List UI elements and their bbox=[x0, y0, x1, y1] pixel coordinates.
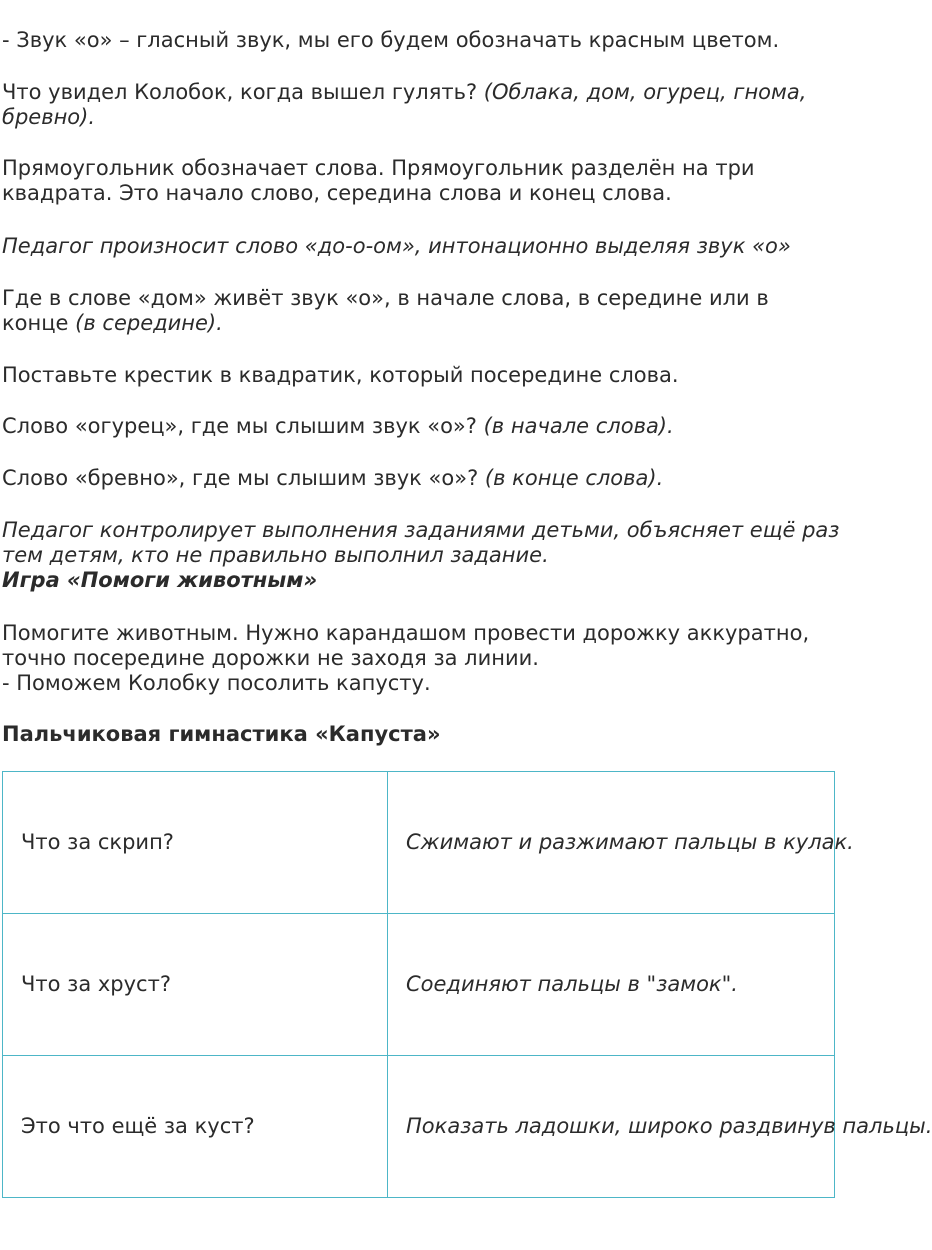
table-cell-text: Что за скрип? bbox=[3, 772, 388, 914]
paragraph-help-animals-line1: Помогите животным. Нужно карандашом провести дорожку аккуратно, bbox=[2, 621, 810, 645]
word-brevno-answer: (в конце слова). bbox=[484, 466, 664, 490]
finger-gymnastics-table bbox=[2, 771, 932, 1198]
table-row bbox=[3, 914, 835, 1056]
paragraph-rectangle-line1: Прямоугольник обозначает слова. Прямоугольник разделён на три bbox=[2, 156, 755, 180]
paragraph-word-brevno bbox=[2, 466, 663, 491]
teacher-note-control-line2: тем детям, кто не правильно выполнил задание. bbox=[2, 543, 549, 567]
table-cell-text: Что за хруст? bbox=[3, 914, 388, 1056]
game-title: Игра «Помоги животным» bbox=[2, 568, 318, 592]
paragraph-question-kolobok bbox=[2, 80, 806, 105]
table-cell-text: Это что ещё за куст? bbox=[3, 1056, 388, 1198]
teacher-note-control-line1: Педагог контролирует выполнения заданиями детьми, объясняет ещё раз bbox=[2, 518, 840, 542]
table-row bbox=[3, 1056, 835, 1198]
table-row bbox=[3, 772, 835, 914]
answer-italic: (Облака, дом, огурец, гнома, bbox=[483, 80, 807, 104]
paragraph-salt-cabbage: - Поможем Колобку посолить капусту. bbox=[2, 671, 431, 695]
paragraph-put-cross: Поставьте крестик в квадратик, который посередине слова. bbox=[2, 363, 679, 387]
word-ogurets-answer: (в начале слова). bbox=[483, 414, 674, 438]
where-sound-text: конце bbox=[2, 311, 76, 335]
table-cell-action: Показать ладошки, широко раздвинув пальцы. bbox=[388, 1056, 835, 1198]
table-cell-action: Соединяют пальцы в "замок". bbox=[388, 914, 835, 1056]
paragraph-help-animals-line2: точно посередине дорожки не заходя за линии. bbox=[2, 646, 539, 670]
paragraph-where-sound-line2 bbox=[2, 311, 223, 336]
word-brevno-question: Слово «бревно», где мы слышим звук «о»? bbox=[2, 466, 485, 490]
where-sound-answer: (в середине). bbox=[75, 311, 223, 335]
teacher-note-pronounce: Педагог произносит слово «до-о-ом», интонационно выделяя звук «о» bbox=[2, 234, 791, 258]
paragraph-word-ogurets bbox=[2, 414, 674, 439]
question-text: Что увидел Колобок, когда вышел гулять? bbox=[2, 80, 484, 104]
paragraph-rectangle-line2: квадрата. Это начало слово, середина слова и конец слова. bbox=[2, 181, 672, 205]
finger-gymnastics-title: Пальчиковая гимнастика «Капуста» bbox=[2, 722, 441, 746]
paragraph-where-sound-line1: Где в слове «дом» живёт звук «о», в начале слова, в середине или в bbox=[2, 286, 769, 310]
table-cell-action: Сжимают и разжимают пальцы в кулак. bbox=[388, 772, 835, 914]
word-ogurets-question: Слово «огурец», где мы слышим звук «о»? bbox=[2, 414, 484, 438]
answer-italic-continued: бревно). bbox=[2, 105, 96, 129]
paragraph-sound-o: - Звук «о» – гласный звук, мы его будем обозначать красным цветом. bbox=[2, 28, 780, 52]
